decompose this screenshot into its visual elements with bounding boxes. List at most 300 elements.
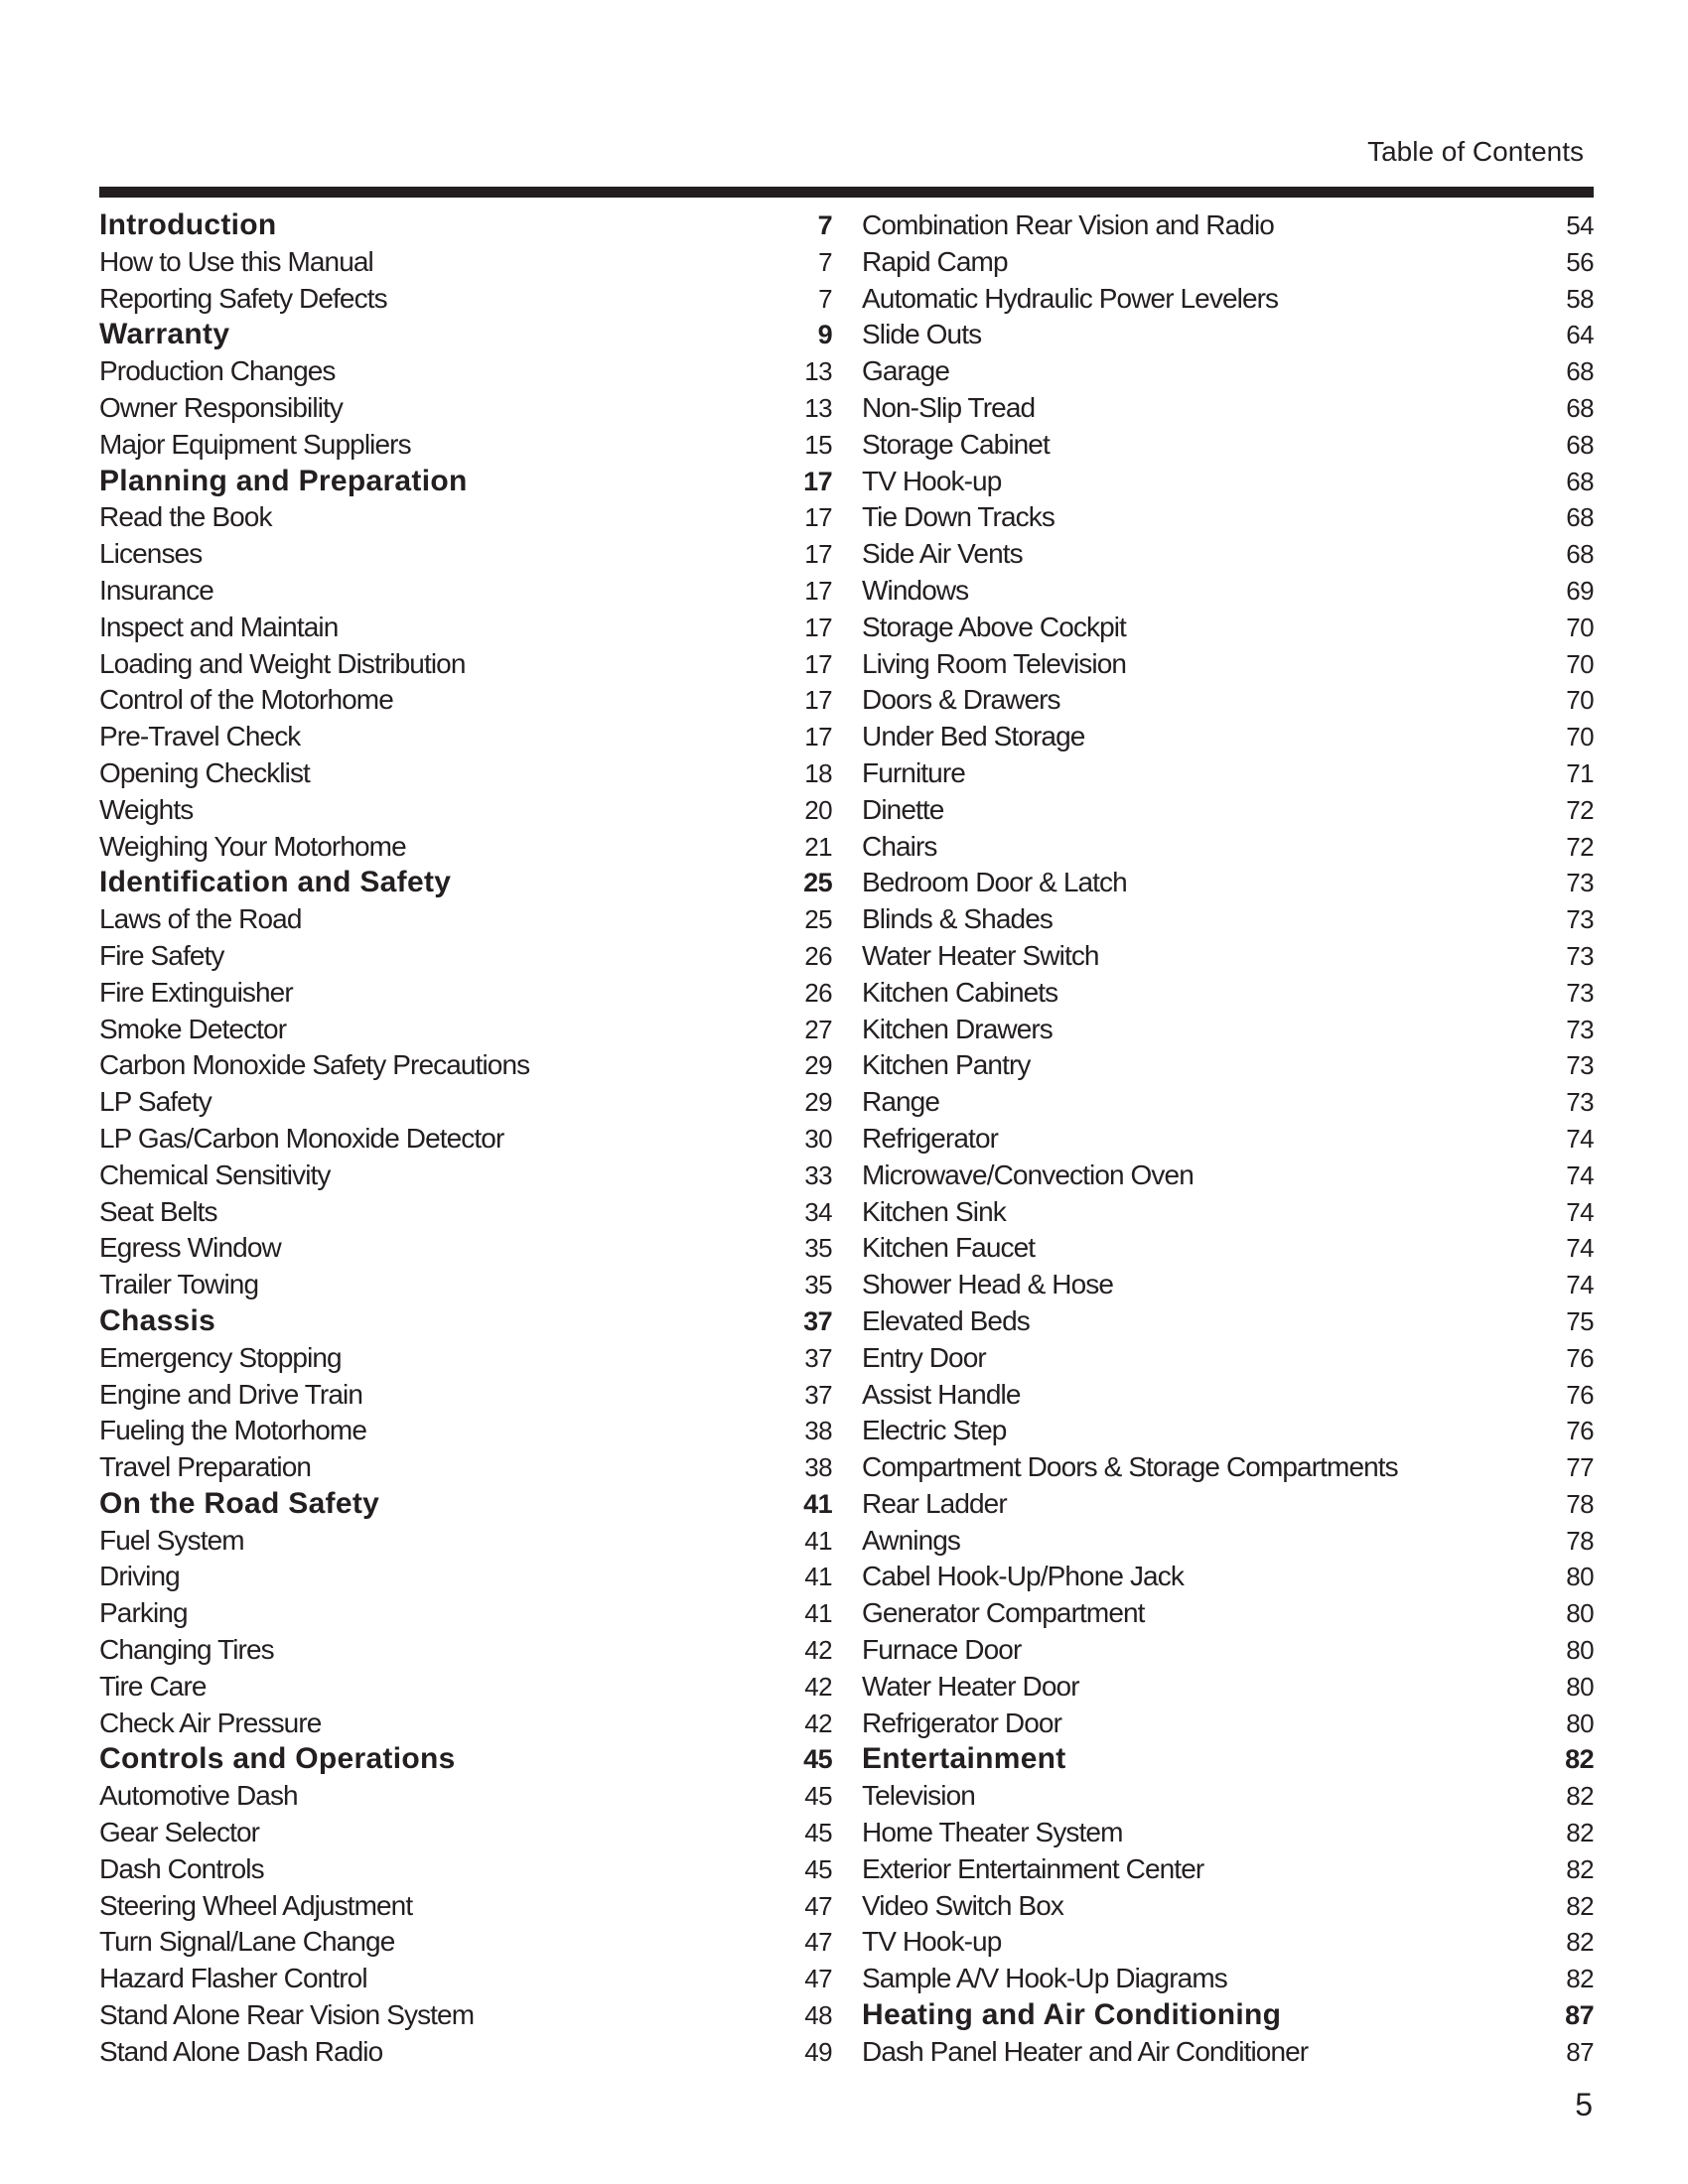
toc-entry-page: 70 [1566,612,1594,642]
toc-entry-title: Dash Controls [99,1852,264,1884]
toc-entry[interactable] [99,244,832,281]
toc-entry[interactable] [99,975,832,1012]
toc-entry-page: 45 [804,1818,832,1848]
toc-entry[interactable] [862,536,1594,573]
toc-entry-title: Awnings [862,1524,961,1556]
toc-entry-title: Entertainment [862,1742,1066,1776]
toc-entry[interactable] [99,1121,832,1158]
toc-entry[interactable] [862,427,1594,464]
toc-entry-title: Heating and Air Conditioning [862,1998,1282,2032]
toc-entry[interactable] [99,499,832,536]
toc-entry-title: Garage [862,355,949,387]
toc-entry-title: Pre-Travel Check [99,721,301,752]
toc-entry[interactable] [862,719,1594,755]
toc-entry[interactable] [99,1888,832,1925]
toc-entry[interactable] [99,1595,832,1632]
toc-entry-page: 74 [1566,1196,1594,1227]
toc-entry-title: Emergency Stopping [99,1341,342,1373]
toc-entry-page: 41 [804,1525,832,1556]
toc-entry-page: 80 [1566,1671,1594,1702]
toc-entry[interactable] [99,938,832,975]
toc-entry[interactable] [862,2034,1594,2071]
toc-entry[interactable] [99,2034,832,2071]
toc-entry-page: 17 [803,466,832,496]
toc-entry-page: 9 [817,320,832,350]
toc-entry[interactable] [862,1815,1594,1851]
toc-entry-title: Storage Above Cockpit [862,611,1126,642]
toc-entry-title: Inspect and Maintain [99,611,339,642]
toc-entry[interactable] [862,1230,1594,1267]
toc-entry-page: 70 [1566,685,1594,716]
toc-entry-page: 75 [1566,1305,1594,1336]
toc-entry-page: 38 [804,1452,832,1483]
toc-entry-page: 42 [804,1671,832,1702]
toc-section-entry[interactable] [99,1741,832,1778]
toc-entry-title: Generator Compartment [862,1597,1145,1629]
toc-entry-page: 78 [1566,1525,1594,1556]
toc-entry[interactable] [99,1632,832,1669]
toc-entry-page: 74 [1566,1160,1594,1190]
toc-entry-title: Identification and Safety [99,866,452,899]
toc-entry[interactable] [862,353,1594,390]
toc-entry-title: Hazard Flasher Control [99,1963,367,1994]
toc-entry[interactable] [862,244,1594,281]
toc-entry[interactable] [99,1778,832,1815]
toc-entry-page: 34 [804,1196,832,1227]
toc-entry-title: TV Hook-up [862,1926,1002,1958]
toc-entry[interactable] [862,975,1594,1012]
toc-entry-title: Cabel Hook-Up/Phone Jack [862,1561,1184,1592]
toc-entry-page: 73 [1566,1014,1594,1044]
toc-entry[interactable] [99,1413,832,1449]
toc-entry[interactable] [99,755,832,792]
toc-entry-title: Planning and Preparation [99,464,468,497]
toc-entry-page: 70 [1566,722,1594,752]
toc-entry-page: 74 [1566,1270,1594,1300]
toc-entry[interactable] [99,1669,832,1706]
toc-entry-title: On the Road Safety [99,1486,380,1520]
toc-entry-page: 37 [804,1342,832,1373]
toc-entry-title: Exterior Entertainment Center [862,1852,1204,1884]
page-number: 5 [1575,2087,1593,2122]
toc-entry[interactable] [862,1851,1594,1888]
toc-entry-page: 68 [1566,502,1594,533]
toc-entry-page: 41 [804,1598,832,1629]
toc-entry[interactable] [862,1012,1594,1048]
toc-entry-title: Warranty [99,318,230,351]
toc-entry-page: 76 [1566,1342,1594,1373]
toc-entry-page: 17 [804,685,832,716]
toc-entry-title: Parking [99,1597,188,1629]
toc-entry-page: 82 [1566,1890,1594,1921]
toc-entry-title: Chemical Sensitivity [99,1159,331,1190]
toc-entry-page: 7 [818,283,832,314]
toc-entry-title: Dash Panel Heater and Air Conditioner [862,2035,1309,2067]
toc-entry-page: 45 [803,1744,832,1775]
toc-entry[interactable] [862,1084,1594,1121]
toc-entry[interactable] [99,646,832,683]
toc-entry-title: Opening Checklist [99,756,310,788]
toc-entry-title: Storage Cabinet [862,428,1050,460]
toc-entry-page: 82 [1566,1781,1594,1812]
toc-entry-title: Refrigerator [862,1122,999,1154]
toc-entry[interactable] [862,1595,1594,1632]
toc-entry-page: 21 [804,831,832,862]
toc-entry-title: Water Heater Switch [862,939,1099,971]
toc-entry-title: Weights [99,793,194,825]
toc-entry[interactable] [99,1706,832,1742]
toc-entry[interactable] [99,353,832,390]
toc-entry-page: 68 [1566,356,1594,387]
toc-entry-page: 58 [1566,283,1594,314]
toc-entry-title: Dinette [862,793,944,825]
toc-entry-page: 35 [804,1233,832,1264]
toc-entry-page: 82 [1565,1744,1594,1775]
toc-entry-page: 48 [804,2000,832,2031]
toc-entry-page: 45 [804,1781,832,1812]
toc-entry[interactable] [862,1669,1594,1706]
toc-entry-page: 87 [1566,2036,1594,2067]
toc-entry-title: Tire Care [99,1670,207,1702]
toc-entry[interactable] [862,1559,1594,1595]
toc-entry-title: Reporting Safety Defects [99,282,387,314]
toc-entry-page: 68 [1566,466,1594,496]
toc-entry-page: 42 [804,1707,832,1738]
toc-entry-page: 27 [804,1014,832,1044]
toc-entry[interactable] [862,901,1594,938]
toc-entry-title: Engine and Drive Train [99,1378,363,1410]
toc-entry[interactable] [99,1924,832,1961]
toc-entry-title: Weighing Your Motorhome [99,830,406,862]
toc-entry-page: 73 [1566,977,1594,1008]
toc-entry[interactable] [99,573,832,610]
toc-entry[interactable] [99,1815,832,1851]
toc-entry[interactable] [862,207,1594,244]
toc-entry[interactable] [99,1961,832,1997]
toc-entry-page: 42 [804,1635,832,1666]
toc-section-entry[interactable] [862,1997,1594,2034]
toc-section-entry[interactable] [99,865,832,901]
toc-entry-page: 17 [804,722,832,752]
toc-entry-title: Introduction [99,208,277,241]
toc-entry[interactable] [862,1632,1594,1669]
toc-entry[interactable] [99,829,832,866]
toc-entry-title: Living Room Television [862,647,1127,679]
toc-entry[interactable] [862,792,1594,829]
toc-entry[interactable] [99,682,832,719]
toc-entry-page: 33 [804,1160,832,1190]
toc-entry[interactable] [862,865,1594,901]
toc-entry[interactable] [862,573,1594,610]
toc-entry-page: 13 [804,392,832,423]
toc-entry-title: Fire Extinguisher [99,976,293,1008]
toc-entry-title: Video Switch Box [862,1889,1063,1921]
toc-entry-page: 82 [1566,1964,1594,1994]
toc-entry-page: 26 [804,940,832,971]
toc-entry-page: 73 [1566,1087,1594,1118]
toc-entry[interactable] [99,1158,832,1194]
toc-entry-title: Tie Down Tracks [862,501,1055,533]
toc-entry[interactable] [99,1523,832,1560]
toc-entry-page: 64 [1566,320,1594,350]
toc-entry-title: Check Air Pressure [99,1706,322,1738]
toc-entry-page: 20 [804,794,832,825]
toc-entry[interactable] [862,1194,1594,1231]
toc-entry-title: Stand Alone Dash Radio [99,2035,383,2067]
toc-entry-title: Owner Responsibility [99,391,343,423]
toc-entry[interactable] [862,938,1594,975]
toc-entry[interactable] [862,682,1594,719]
toc-entry-title: TV Hook-up [862,465,1002,496]
toc-entry-page: 47 [804,1964,832,1994]
toc-entry-title: Automatic Hydraulic Power Levelers [862,282,1279,314]
toc-entry[interactable] [862,1523,1594,1560]
toc-entry-page: 17 [804,502,832,533]
toc-entry-page: 73 [1566,904,1594,935]
toc-entry-page: 82 [1566,1927,1594,1958]
toc-entry-title: Major Equipment Suppliers [99,428,411,460]
toc-entry[interactable] [99,1012,832,1048]
toc-entry-page: 17 [804,539,832,570]
toc-entry-title: Seat Belts [99,1195,217,1227]
toc-entry-page: 54 [1566,210,1594,240]
toc-entry-title: Insurance [99,574,213,606]
toc-entry-title: Rapid Camp [862,245,1008,277]
header-divider [99,187,1594,198]
toc-entry-page: 47 [804,1890,832,1921]
toc-entry-title: Stand Alone Rear Vision System [99,1999,475,2031]
toc-entry[interactable] [862,1706,1594,1742]
toc-entry-page: 29 [804,1050,832,1081]
toc-entry-title: Kitchen Pantry [862,1049,1031,1081]
toc-entry-title: Travel Preparation [99,1451,312,1483]
toc-entry[interactable] [862,1449,1594,1486]
toc-entry-title: Water Heater Door [862,1670,1079,1702]
toc-entry[interactable] [862,1961,1594,1997]
toc-entry-page: 80 [1566,1598,1594,1629]
toc-entry-page: 26 [804,977,832,1008]
toc-entry-title: Bedroom Door & Latch [862,867,1127,898]
toc-entry-title: Elevated Beds [862,1304,1030,1336]
toc-entry[interactable] [99,390,832,427]
toc-entry-title: How to Use this Manual [99,245,373,277]
toc-entry-title: Windows [862,574,969,606]
toc-entry-page: 74 [1566,1233,1594,1264]
toc-entry[interactable] [99,1997,832,2034]
toc-entry-title: Rear Ladder [862,1487,1007,1519]
toc-entry-title: Under Bed Storage [862,721,1085,752]
toc-entry-title: Doors & Drawers [862,684,1060,716]
toc-entry[interactable] [99,792,832,829]
toc-entry-title: Laws of the Road [99,903,302,935]
toc-entry-title: Slide Outs [862,319,982,350]
toc-entry-page: 77 [1566,1452,1594,1483]
toc-entry[interactable] [862,281,1594,318]
toc-entry-page: 80 [1566,1635,1594,1666]
toc-entry[interactable] [99,610,832,646]
toc-entry[interactable] [99,1084,832,1121]
toc-entry[interactable] [99,281,832,318]
toc-entry[interactable] [862,1158,1594,1194]
toc-left-column [99,207,832,2071]
toc-entry-title: Shower Head & Hose [862,1269,1114,1300]
toc-entry[interactable] [862,646,1594,683]
toc-entry-title: Sample A/V Hook-Up Diagrams [862,1963,1227,1994]
toc-entry-page: 73 [1566,940,1594,971]
toc-entry[interactable] [862,829,1594,866]
toc-entry-title: Furnace Door [862,1634,1022,1666]
toc-entry[interactable] [99,1047,832,1084]
toc-entry-title: Blinds & Shades [862,903,1053,935]
toc-entry[interactable] [99,1340,832,1377]
toc-entry-title: Production Changes [99,355,336,387]
toc-entry[interactable] [862,390,1594,427]
toc-entry[interactable] [862,1778,1594,1815]
toc-entry[interactable] [862,1047,1594,1084]
toc-entry-title: Licenses [99,538,203,570]
toc-entry-title: Fueling the Motorhome [99,1415,367,1446]
toc-entry[interactable] [99,1851,832,1888]
toc-entry-title: Read the Book [99,501,272,533]
toc-entry-page: 13 [804,356,832,387]
toc-entry-title: Egress Window [99,1232,281,1264]
toc-entry-page: 70 [1566,648,1594,679]
toc-entry-page: 38 [804,1416,832,1446]
toc-section-entry[interactable] [99,207,832,244]
toc-entry-title: Carbon Monoxide Safety Precautions [99,1049,530,1081]
toc-entry-title: Microwave/Convection Oven [862,1159,1194,1190]
toc-entry-page: 45 [804,1853,832,1884]
toc-entry-page: 56 [1566,246,1594,277]
toc-entry[interactable] [862,1486,1594,1523]
toc-entry[interactable] [862,1413,1594,1449]
toc-entry-page: 25 [804,904,832,935]
toc-entry-page: 18 [804,757,832,788]
toc-entry-page: 25 [803,868,832,898]
toc-section-entry[interactable] [99,317,832,353]
toc-entry-page: 68 [1566,392,1594,423]
toc-entry[interactable] [862,755,1594,792]
toc-entry-title: LP Gas/Carbon Monoxide Detector [99,1122,504,1154]
toc-entry-title: Fire Safety [99,939,224,971]
toc-entry-title: Assist Handle [862,1378,1021,1410]
toc-section-entry[interactable] [99,464,832,500]
header-title: Table of Contents [1367,136,1584,167]
toc-entry-page: 80 [1566,1707,1594,1738]
toc-entry-title: Driving [99,1561,180,1592]
toc-entry-title: Smoke Detector [99,1013,287,1044]
toc-entry-page: 68 [1566,429,1594,460]
toc-entry-title: Loading and Weight Distribution [99,647,466,679]
toc-entry[interactable] [99,1194,832,1231]
toc-entry-page: 69 [1566,575,1594,606]
toc-section-entry[interactable] [99,1303,832,1340]
toc-entry[interactable] [99,1449,832,1486]
toc-entry-title: Gear Selector [99,1817,260,1848]
toc-entry-title: Chassis [99,1303,216,1337]
toc-entry-page: 41 [804,1562,832,1592]
toc-entry[interactable] [862,1303,1594,1340]
toc-entry-page: 68 [1566,539,1594,570]
toc-entry[interactable] [99,901,832,938]
toc-entry-page: 7 [818,246,832,277]
toc-entry-page: 17 [804,612,832,642]
toc-entry-title: Turn Signal/Lane Change [99,1926,395,1958]
toc-entry[interactable] [862,1377,1594,1414]
toc-entry-page: 82 [1566,1818,1594,1848]
toc-entry-page: 15 [804,429,832,460]
toc-section-entry[interactable] [99,1486,832,1523]
toc-entry-page: 41 [803,1488,832,1519]
toc-entry-page: 37 [804,1379,832,1410]
toc-entry[interactable] [99,719,832,755]
toc-entry-title: Entry Door [862,1341,986,1373]
toc-entry-page: 37 [803,1305,832,1336]
toc-section-entry[interactable] [862,1741,1594,1778]
toc-entry-page: 30 [804,1123,832,1154]
toc-entry-title: Television [862,1780,975,1812]
toc-entry[interactable] [99,536,832,573]
toc-entry-title: Changing Tires [99,1634,274,1666]
toc-entry-title: Kitchen Faucet [862,1232,1036,1264]
toc-entry-title: Fuel System [99,1524,244,1556]
toc-entry-title: Range [862,1086,940,1118]
toc-entry[interactable] [862,1121,1594,1158]
toc-entry[interactable] [862,464,1594,500]
toc-entry-title: Combination Rear Vision and Radio [862,209,1274,240]
toc-right-column [862,207,1594,2071]
toc-entry-title: LP Safety [99,1086,211,1118]
toc-entry[interactable] [99,1559,832,1595]
toc-entry[interactable] [862,499,1594,536]
toc-entry-page: 73 [1566,868,1594,898]
toc-entry[interactable] [99,1230,832,1267]
toc-entry-title: Home Theater System [862,1817,1123,1848]
toc-entry[interactable] [862,317,1594,353]
toc-entry-page: 87 [1565,2000,1594,2031]
toc-entry-title: Electric Step [862,1415,1007,1446]
toc-entry[interactable] [862,1888,1594,1925]
toc-entry-page: 82 [1566,1853,1594,1884]
toc-entry-page: 17 [804,648,832,679]
toc-entry[interactable] [99,1377,832,1414]
toc-entry-title: Kitchen Drawers [862,1013,1053,1044]
toc-entry-title: Kitchen Cabinets [862,976,1058,1008]
toc-entry[interactable] [99,1267,832,1303]
toc-entry-title: Kitchen Sink [862,1195,1006,1227]
toc-entry-page: 29 [804,1087,832,1118]
toc-entry-page: 7 [817,210,832,240]
toc-entry[interactable] [99,427,832,464]
toc-entry-page: 76 [1566,1416,1594,1446]
toc-entry-page: 35 [804,1270,832,1300]
toc-entry-page: 74 [1566,1123,1594,1154]
toc-entry[interactable] [862,1267,1594,1303]
toc-entry-page: 49 [804,2036,832,2067]
toc-entry-title: Trailer Towing [99,1269,259,1300]
toc-entry-page: 80 [1566,1562,1594,1592]
toc-entry-title: Refrigerator Door [862,1706,1062,1738]
toc-entry[interactable] [862,610,1594,646]
toc-entry-title: Side Air Vents [862,538,1023,570]
toc-entry[interactable] [862,1924,1594,1961]
toc-entry-page: 72 [1566,831,1594,862]
toc-entry-title: Automotive Dash [99,1780,298,1812]
toc-entry-page: 78 [1566,1488,1594,1519]
toc-entry-page: 72 [1566,794,1594,825]
toc-entry[interactable] [862,1340,1594,1377]
toc-entry-title: Furniture [862,756,965,788]
